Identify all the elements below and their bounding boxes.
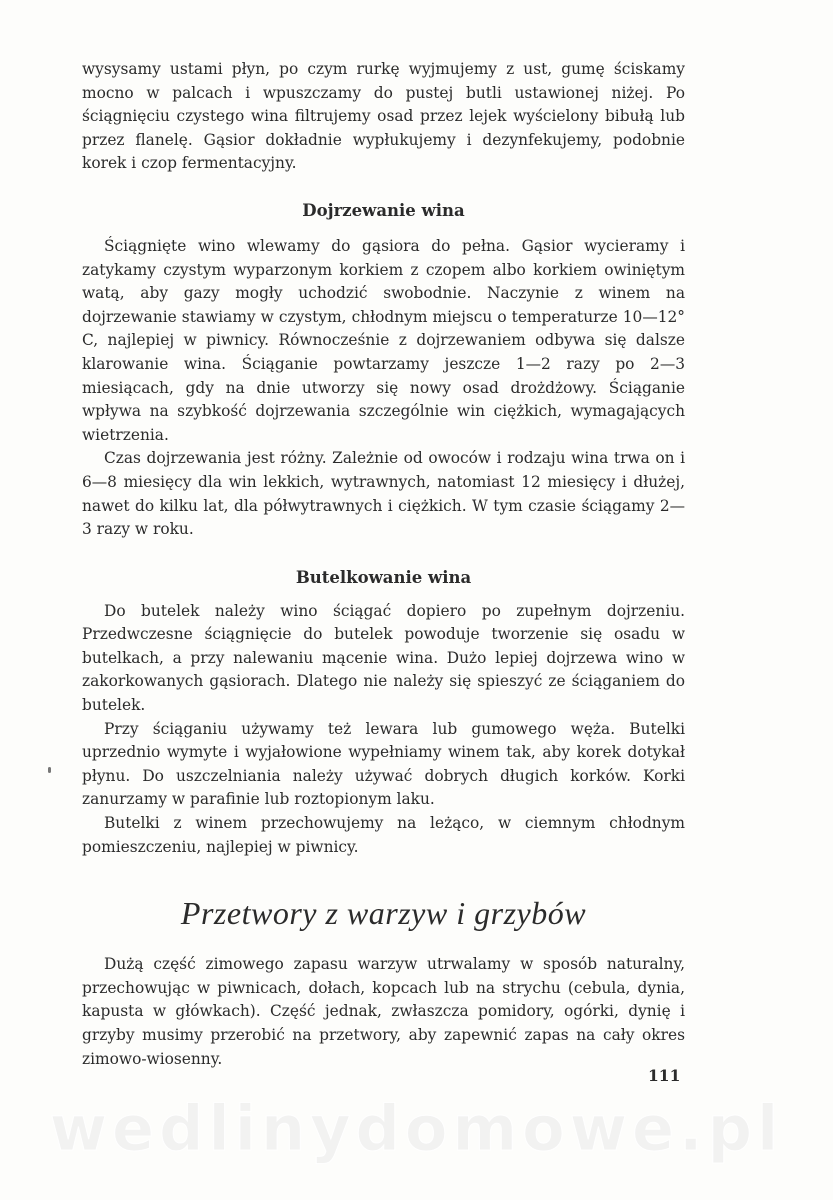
paragraph-butelkowanie-1: Do butelek należy wino ściągać dopiero po zupełnym dojrzeniu. Przedwczesne ściągnięcie do butelek powoduje tworzenie się osadu w butelkach, a przy nalewaniu mącenie wina. Dużo lepiej dojrzewa wino w zakorkowanych gąsiorach. Dlatego nie należy się spieszyć ze ściąganiem do butelek. [82, 601, 685, 715]
book-page [82, 58, 685, 1071]
section-heading-butelkowanie: Butelkowanie wina [295, 567, 472, 587]
paragraph-chapter-1: Dużą część zimowego zapasu warzyw utrwalamy w sposób naturalny, przechowując w piwnicach, dołach, kopcach lub na strychu (cebula, dynia, kapusta w główkach). Część jednak, zwłaszcza pomidory, ogórki, dynię i grzyby musimy przerobić na przetwory, aby zapewnić zapas na cały okres zimowo-wiosenny. [82, 955, 685, 1068]
watermark: wedlinydomowe.pl [49, 1092, 784, 1165]
chapter-title: Przetwory z warzyw i grzybów [180, 895, 587, 932]
page-number: 111 [648, 1066, 681, 1085]
paragraph-butelkowanie-2: Przy ściąganiu używamy też lewara lub gumowego węża. Butelki uprzednio wymyte i wyjałowione wypełniamy winem tak, aby korek dotykał płynu. Do uszczelniania należy używać dobrych długich korków. Korki zanurzamy w parafinie lub roztopionym laku. [82, 719, 685, 809]
paragraph-dojrzewanie-2: Czas dojrzewania jest różny. Zależnie od owoców i rodzaju wina trwa on i 6—8 miesięcy dla win lekkich, wytrawnych, natomiast 12 miesięcy i dłużej, nawet do kilku lat, dla półwytrawnych i ciężkich. W tym czasie ściągamy 2—3 razy w roku. [82, 449, 685, 539]
section-heading-dojrzewanie: Dojrzewanie wina [302, 200, 465, 220]
paragraph-butelkowanie-3: Butelki z winem przechowujemy na leżąco, w ciemnym chłodnym pomieszczeniu, najlepiej w piwnicy. [82, 814, 685, 856]
ink-speck [48, 767, 51, 773]
paragraph-dojrzewanie-1: Ściągnięte wino wlewamy do gąsiora do pełna. Gąsior wycieramy i zatykamy czystym wyparzonym korkiem z czopem albo korkiem owiniętym watą, aby gazy mogły uchodzić swobodnie. Naczynie z winem na dojrzewanie stawiamy w czystym, chłodnym miejscu o temperaturze 10—12° C, najlepiej w piwnicy. Równocześnie z dojrzewaniem odbywa się dalsze klarowanie wina. Ściąganie powtarzamy jeszcze 1—2 razy po 2—3 miesiącach, gdy na dnie utworzy się nowy osad drożdżowy. Ściąganie wpływa na szybkość dojrzewania szczególnie win ciężkich, wymagających wietrzenia. [82, 236, 685, 444]
intro-paragraph: wysysamy ustami płyn, po czym rurkę wyjmujemy z ust, gumę ściskamy mocno w palcach i wpuszczamy do pustej butli ustawionej niżej. Po ściągnięciu czystego wina filtrujemy osad przez lejek wyścielony bibułą lub przez flanelę. Gąsior dokładnie wypłukujemy i dezynfekujemy, podobnie korek i czop fermentacyjny. [82, 60, 685, 173]
